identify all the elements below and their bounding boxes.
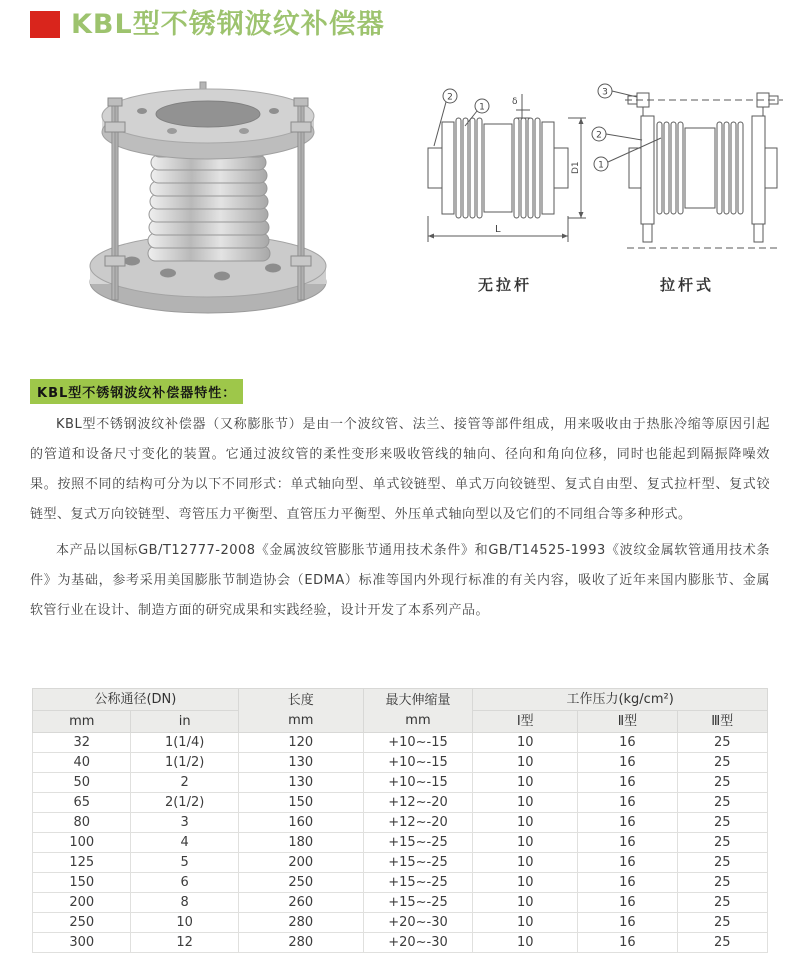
table-cell: 25	[677, 773, 767, 793]
table-cell: 130	[238, 773, 363, 793]
callout-1b: 1	[598, 160, 604, 171]
table-cell: 10	[473, 773, 578, 793]
table-cell: 1(1/2)	[131, 753, 238, 773]
table-cell: 16	[578, 873, 677, 893]
table-cell: 180	[238, 833, 363, 853]
caption-no-tie-rod: 无拉杆	[477, 276, 532, 294]
red-square-icon	[30, 11, 60, 38]
table-cell: 10	[473, 913, 578, 933]
table-cell: +12~-20	[363, 793, 473, 813]
table-cell: +20~-30	[363, 913, 473, 933]
page-header	[30, 10, 385, 40]
dim-delta-label: δ	[512, 97, 518, 107]
table-cell: 120	[238, 733, 363, 753]
table-cell: 280	[238, 913, 363, 933]
table-cell: 10	[473, 893, 578, 913]
features-heading: KBL型不锈钢波纹补偿器特性：	[30, 379, 243, 404]
table-cell: 10	[473, 753, 578, 773]
table-cell: +10~-15	[363, 753, 473, 773]
table-cell: 50	[33, 773, 131, 793]
spec-table-head	[33, 689, 768, 733]
table-cell: 25	[677, 793, 767, 813]
table-row	[33, 873, 768, 893]
table-cell: +20~-30	[363, 933, 473, 953]
col-header-length-unit: mm	[288, 712, 314, 728]
table-cell: 25	[677, 733, 767, 753]
features-paragraph-2: 本产品以国标GB/T12777-2008《金属波纹管膨胀节通用技术条件》和GB/T14525-1993《波纹金属软管通用技术条件》为基础，参考采用美国膨胀节制造协会（EDMA）标准等国内外现行标准的有关内容，吸收了近年来国内膨胀节、金属软管行业在设计、制造方面的研究成果和实践经验，设计开发了本系列产品。	[30, 543, 770, 618]
table-cell: 16	[578, 893, 677, 913]
table-cell: 5	[131, 853, 238, 873]
table-cell: 25	[677, 833, 767, 853]
table-cell: 25	[677, 933, 767, 953]
drawings-svg	[420, 82, 795, 268]
table-cell: 10	[473, 813, 578, 833]
table-cell: 16	[578, 853, 677, 873]
table-cell: 3	[131, 813, 238, 833]
features-section	[30, 379, 770, 626]
table-row	[33, 793, 768, 813]
table-cell: +12~-20	[363, 813, 473, 833]
table-cell: 150	[33, 873, 131, 893]
col-header-length	[238, 689, 363, 733]
spec-table	[32, 688, 768, 953]
table-cell: 100	[33, 833, 131, 853]
table-cell: 25	[677, 853, 767, 873]
callout-2: 2	[447, 92, 453, 103]
table-cell: +15~-25	[363, 873, 473, 893]
table-cell: 10	[473, 933, 578, 953]
bellows	[148, 142, 270, 261]
spec-table-body	[33, 733, 768, 953]
col-header-dn-mm: mm	[33, 711, 131, 733]
table-row	[33, 913, 768, 933]
table-cell: 160	[238, 813, 363, 833]
table-cell: 125	[33, 853, 131, 873]
col-header-pressure-group: 工作压力(kg/cm²)	[473, 689, 768, 711]
product-photo-svg	[72, 70, 344, 320]
table-row	[33, 733, 768, 753]
table-cell: 16	[578, 913, 677, 933]
table-cell: 25	[677, 813, 767, 833]
callout-1: 1	[479, 102, 485, 113]
drawing-no-tie-rod	[428, 89, 586, 242]
table-cell: 25	[677, 913, 767, 933]
table-cell: 80	[33, 813, 131, 833]
table-row	[33, 813, 768, 833]
table-cell: 2(1/2)	[131, 793, 238, 813]
table-cell: 10	[473, 833, 578, 853]
table-cell: 10	[473, 853, 578, 873]
technical-drawings	[420, 82, 795, 294]
table-cell: 16	[578, 933, 677, 953]
table-cell: 260	[238, 893, 363, 913]
col-header-expansion-unit: mm	[405, 712, 431, 728]
table-cell: 32	[33, 733, 131, 753]
top-flange	[102, 82, 314, 159]
col-header-type1: Ⅰ型	[473, 711, 578, 733]
table-row	[33, 853, 768, 873]
col-header-dn-group: 公称通径(DN)	[33, 689, 239, 711]
product-photo	[72, 70, 344, 320]
table-cell: +15~-25	[363, 853, 473, 873]
table-cell: 65	[33, 793, 131, 813]
page-title: KBL型不锈钢波纹补偿器	[71, 9, 385, 40]
dim-diameter-label: D1	[571, 161, 581, 174]
drawing-captions	[420, 274, 795, 298]
table-cell: 16	[578, 733, 677, 753]
table-cell: 10	[473, 873, 578, 893]
table-cell: +10~-15	[363, 773, 473, 793]
table-cell: 16	[578, 813, 677, 833]
col-header-expansion-label: 最大伸缩量	[385, 692, 451, 708]
table-cell: 2	[131, 773, 238, 793]
table-cell: 200	[33, 893, 131, 913]
table-cell: 250	[238, 873, 363, 893]
table-cell: 10	[473, 793, 578, 813]
table-cell: 6	[131, 873, 238, 893]
table-cell: 16	[578, 753, 677, 773]
table-cell: 40	[33, 753, 131, 773]
table-cell: 130	[238, 753, 363, 773]
table-cell: +10~-15	[363, 733, 473, 753]
table-cell: 25	[677, 753, 767, 773]
table-cell: 4	[131, 833, 238, 853]
col-header-type3: Ⅲ型	[677, 711, 767, 733]
table-cell: 300	[33, 933, 131, 953]
caption-tie-rod: 拉杆式	[659, 276, 714, 294]
table-row	[33, 833, 768, 853]
drawing-tie-rod	[592, 84, 783, 248]
table-cell: 16	[578, 833, 677, 853]
table-cell: 280	[238, 933, 363, 953]
table-cell: 150	[238, 793, 363, 813]
table-cell: 12	[131, 933, 238, 953]
table-cell: 250	[33, 913, 131, 933]
table-cell: 10	[473, 733, 578, 753]
table-cell: +15~-25	[363, 833, 473, 853]
callout-2b: 2	[596, 130, 602, 141]
dim-length-label: L	[495, 224, 501, 235]
table-cell: 10	[131, 913, 238, 933]
table-row	[33, 773, 768, 793]
col-header-expansion	[363, 689, 473, 733]
table-cell: +15~-25	[363, 893, 473, 913]
table-row	[33, 753, 768, 773]
col-header-length-label: 长度	[287, 692, 314, 708]
table-row	[33, 893, 768, 913]
table-cell: 25	[677, 873, 767, 893]
callout-3: 3	[602, 87, 608, 98]
table-cell: 1(1/4)	[131, 733, 238, 753]
table-cell: 16	[578, 793, 677, 813]
table-cell: 200	[238, 853, 363, 873]
col-header-dn-in: in	[131, 711, 238, 733]
col-header-type2: Ⅱ型	[578, 711, 677, 733]
table-cell: 8	[131, 893, 238, 913]
table-cell: 25	[677, 893, 767, 913]
features-paragraph-1: KBL型不锈钢波纹补偿器（又称膨胀节）是由一个波纹管、法兰、接管等部件组成，用来吸收由于热胀冷缩等原因引起的管道和设备尺寸变化的装置。它通过波纹管的柔性变形来吸收管线的轴向、径向和角向位移，同时也能起到隔振降噪效果。按照不同的结构可分为以下不同形式：单式轴向型、单式铰链型、单式万向铰链型、复式自由型、复式拉杆型、复式铰链型、复式万向铰链型、弯管压力平衡型、直管压力平衡型、外压单式轴向型以及它们的不同组合等多种形式。	[30, 417, 770, 522]
table-cell: 16	[578, 773, 677, 793]
table-row	[33, 933, 768, 953]
